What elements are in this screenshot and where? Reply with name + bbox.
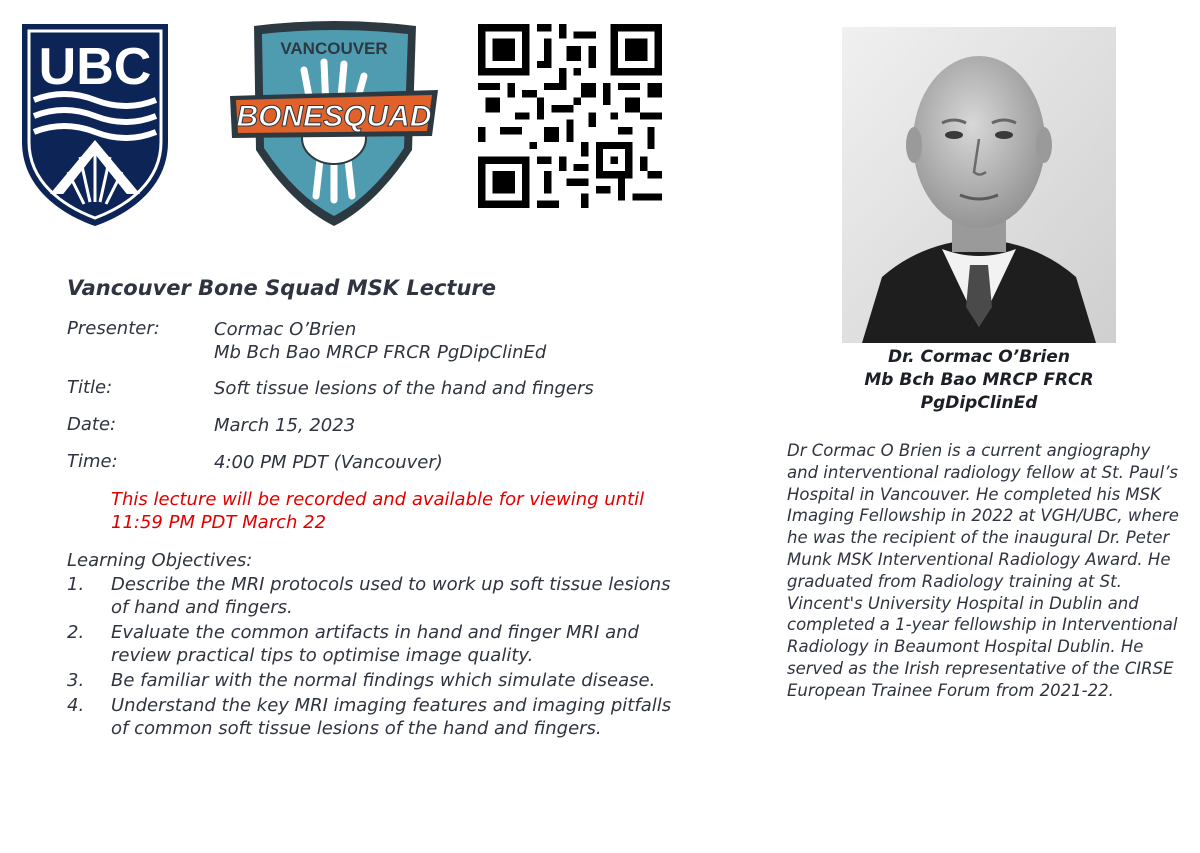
objective-number: 2. bbox=[67, 622, 85, 643]
objectives-list bbox=[67, 573, 687, 742]
objective-text: Evaluate the common artifacts in hand and finger MRI and review practical tips to optimise image quality. bbox=[111, 622, 639, 666]
objective-number: 1. bbox=[67, 574, 85, 595]
objective-text: Understand the key MRI imaging features and imaging pitfalls of common soft tissue lesions of the hand and fingers. bbox=[111, 695, 672, 739]
objectives-heading: Learning Objectives: bbox=[67, 550, 253, 571]
objective-text: Be familiar with the normal findings which simulate disease. bbox=[111, 670, 656, 691]
objective-text: Describe the MRI protocols used to work up soft tissue lesions of hand and fingers. bbox=[111, 574, 671, 618]
bone-squad-top-text: VANCOUVER bbox=[280, 39, 388, 58]
objective-number: 3. bbox=[67, 670, 85, 691]
speaker-credentials: Mb Bch Bao MRCP FRCR bbox=[864, 370, 1094, 390]
objective-item bbox=[67, 621, 687, 667]
speaker-bio: Dr Cormac O Brien is a current angiography and interventional radiology fellow at St. Paul’s Hospital in Vancouver. He completed his MSK Imaging Fellowship in 2022 at VGH/UBC, where he was the recipient of the inaugural Dr. Peter Munk MSK Interventional Radiology Award. He graduated from Radiology training at St. Vincent's University Hospital in Dublin and completed a 1-year fellowship in Interventional Radiology in Beaumont Hospital Dublin. He served as the Irish representative of the CIRSE European Trainee Forum from 2021-22. bbox=[787, 441, 1179, 700]
objective-number: 4. bbox=[67, 695, 85, 716]
qr-code[interactable] bbox=[478, 24, 662, 208]
bone-squad-main-text: BONESQUAD bbox=[236, 100, 432, 133]
speaker-photo bbox=[842, 27, 1116, 343]
lecture-title: Vancouver Bone Squad MSK Lecture bbox=[67, 276, 496, 300]
ubc-crest-logo bbox=[20, 22, 170, 228]
speaker-caption bbox=[842, 346, 1116, 415]
bone-squad-logo bbox=[226, 20, 442, 230]
speaker-credentials-2: PgDipClinEd bbox=[920, 393, 1038, 413]
talk-title: Soft tissue lesions of the hand and fingers bbox=[214, 378, 594, 399]
title-label: Title: bbox=[67, 377, 113, 398]
recording-note: This lecture will be recorded and available for viewing until 11:59 PM PDT March 22 bbox=[111, 489, 645, 533]
date-label: Date: bbox=[67, 414, 117, 435]
talk-date: March 15, 2023 bbox=[214, 415, 356, 436]
objective-item bbox=[67, 573, 687, 619]
presenter-name-text: Cormac O’Brien bbox=[214, 319, 357, 340]
objective-item bbox=[67, 694, 687, 740]
objective-item bbox=[67, 669, 687, 692]
presenter-label: Presenter: bbox=[67, 318, 160, 339]
ubc-text: UBC bbox=[38, 38, 152, 96]
time-label: Time: bbox=[67, 451, 118, 472]
talk-time: 4:00 PM PDT (Vancouver) bbox=[214, 452, 443, 473]
speaker-name: Dr. Cormac O’Brien bbox=[888, 347, 1070, 367]
presenter-name bbox=[214, 318, 546, 364]
presenter-credentials: Mb Bch Bao MRCP FRCR PgDipClinEd bbox=[214, 342, 547, 363]
